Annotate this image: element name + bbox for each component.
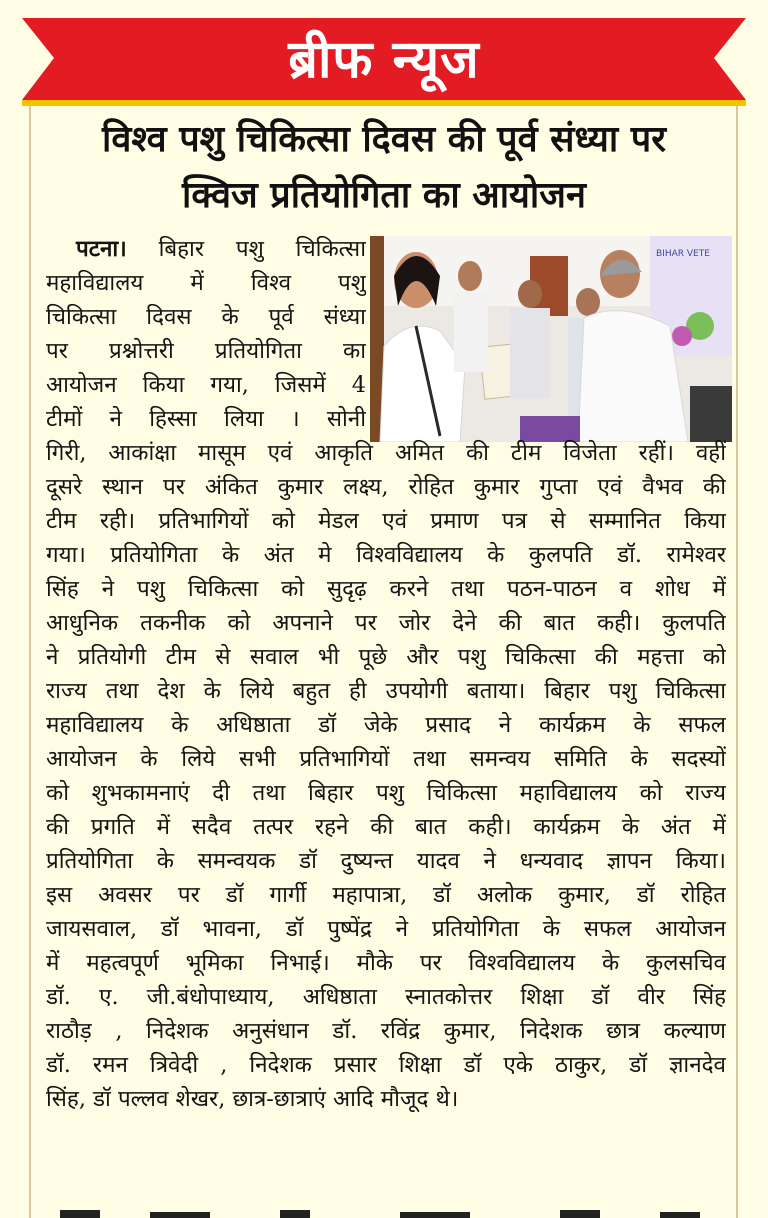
body-line: टीमों ने हिस्सा लिया । सोनी bbox=[46, 406, 366, 432]
body-line: डॉ. ए. जी.बंधोपाध्याय, अधिष्ठाता स्नातकोत्तर शिक्षा डॉ वीर सिंह bbox=[46, 984, 726, 1010]
body-line: आयोजन के लिये सभी प्रतिभागियों तथा समन्वय समिति के सदस्यों bbox=[46, 746, 726, 772]
body-line: में महत्वपूर्ण भूमिका निभाई। मौके पर विश्वविद्यालय के कुलसचिव bbox=[46, 950, 726, 976]
body-line: प्रतियोगिता के समन्वयक डॉ दुष्यन्त यादव ने धन्यवाद ज्ञापन किया। bbox=[46, 848, 726, 874]
body-line: चिकित्सा दिवस के पूर्व संध्या bbox=[46, 304, 366, 330]
article-body bbox=[46, 232, 726, 1116]
headline-line-1: विश्व पशु चिकित्सा दिवस की पूर्व संध्या पर bbox=[102, 119, 666, 160]
dateline: पटना। bbox=[76, 236, 127, 262]
body-line: आयोजन किया गया, जिसमें 4 bbox=[46, 372, 366, 398]
next-article-cut-edge bbox=[40, 1202, 728, 1218]
body-line: आधुनिक तकनीक को अपनाने पर जोर देने की बात कही। कुलपति bbox=[46, 610, 726, 636]
body-line: इस अवसर पर डॉ गार्गी महापात्रा, डॉ अलोक कुमार, डॉ रोहित bbox=[46, 882, 726, 908]
body-line: महाविद्यालय में विश्व पशु bbox=[46, 270, 366, 296]
body-line: पटना। बिहार पशु चिकित्सा bbox=[46, 232, 366, 266]
body-line: सिंह, डॉ पल्लव शेखर, छात्र-छात्राएं आदि मौजूद थे। bbox=[46, 1086, 459, 1112]
article-headline bbox=[40, 112, 728, 224]
brief-news-banner bbox=[0, 0, 768, 112]
body-line: राज्य तथा देश के लिये बहुत ही उपयोगी बताया। बिहार पशु चिकित्सा bbox=[46, 678, 726, 704]
body-line: पर प्रश्नोत्तरी प्रतियोगिता का bbox=[46, 338, 366, 364]
body-line: महाविद्यालय के अधिष्ठाता डॉ जेके प्रसाद ने कार्यक्रम के सफल bbox=[46, 712, 726, 738]
banner-title: ब्रीफ न्यूज bbox=[288, 30, 480, 90]
body-line: को शुभकामनाएं दी तथा बिहार पशु चिकित्सा महाविद्यालय को राज्य bbox=[46, 780, 726, 806]
body-line: टीम रही। प्रतिभागियों को मेडल एवं प्रमाण पत्र से सम्मानित किया bbox=[46, 508, 726, 534]
body-line: ने प्रतियोगी टीम से सवाल भी पूछे और पशु चिकित्सा की महत्ता को bbox=[46, 644, 726, 670]
body-line: गिरी, आकांक्षा मासूम एवं आकृति अमित की टीम विजेता रहीं। वहीं bbox=[46, 440, 726, 466]
body-line: जायसवाल, डॉ भावना, डॉ पुष्पेंद्र ने प्रतियोगिता के सफल आयोजन bbox=[46, 916, 726, 942]
cut-text-fragments bbox=[40, 1202, 728, 1218]
photo-banner-text: BIHAR VETE bbox=[656, 249, 710, 259]
body-line: की प्रगति में सदैव तत्पर रहने की बात कही। कार्यक्रम के अंत में bbox=[46, 814, 726, 840]
body-line: सिंह ने पशु चिकित्सा को सुदृढ़ करने तथा पठन-पाठन व शोध में bbox=[46, 576, 726, 602]
headline-line-2: क्विज प्रतियोगिता का आयोजन bbox=[182, 175, 586, 216]
body-line: गया। प्रतियोगिता के अंत मे विश्वविद्यालय के कुलपति डॉ. रामेश्वर bbox=[46, 542, 726, 568]
body-line: डॉ. रमन त्रिवेदी , निदेशक प्रसार शिक्षा डॉ एके ठाकुर, डॉ ज्ञानदेव bbox=[46, 1052, 726, 1078]
body-line: दूसरे स्थान पर अंकित कुमार लक्ष्य, रोहित कुमार गुप्ता एवं वैभव की bbox=[46, 474, 726, 500]
body-line: राठौड़ , निदेशक अनुसंधान डॉ. रविंद्र कुमार, निदेशक छात्र कल्याण bbox=[46, 1018, 726, 1044]
